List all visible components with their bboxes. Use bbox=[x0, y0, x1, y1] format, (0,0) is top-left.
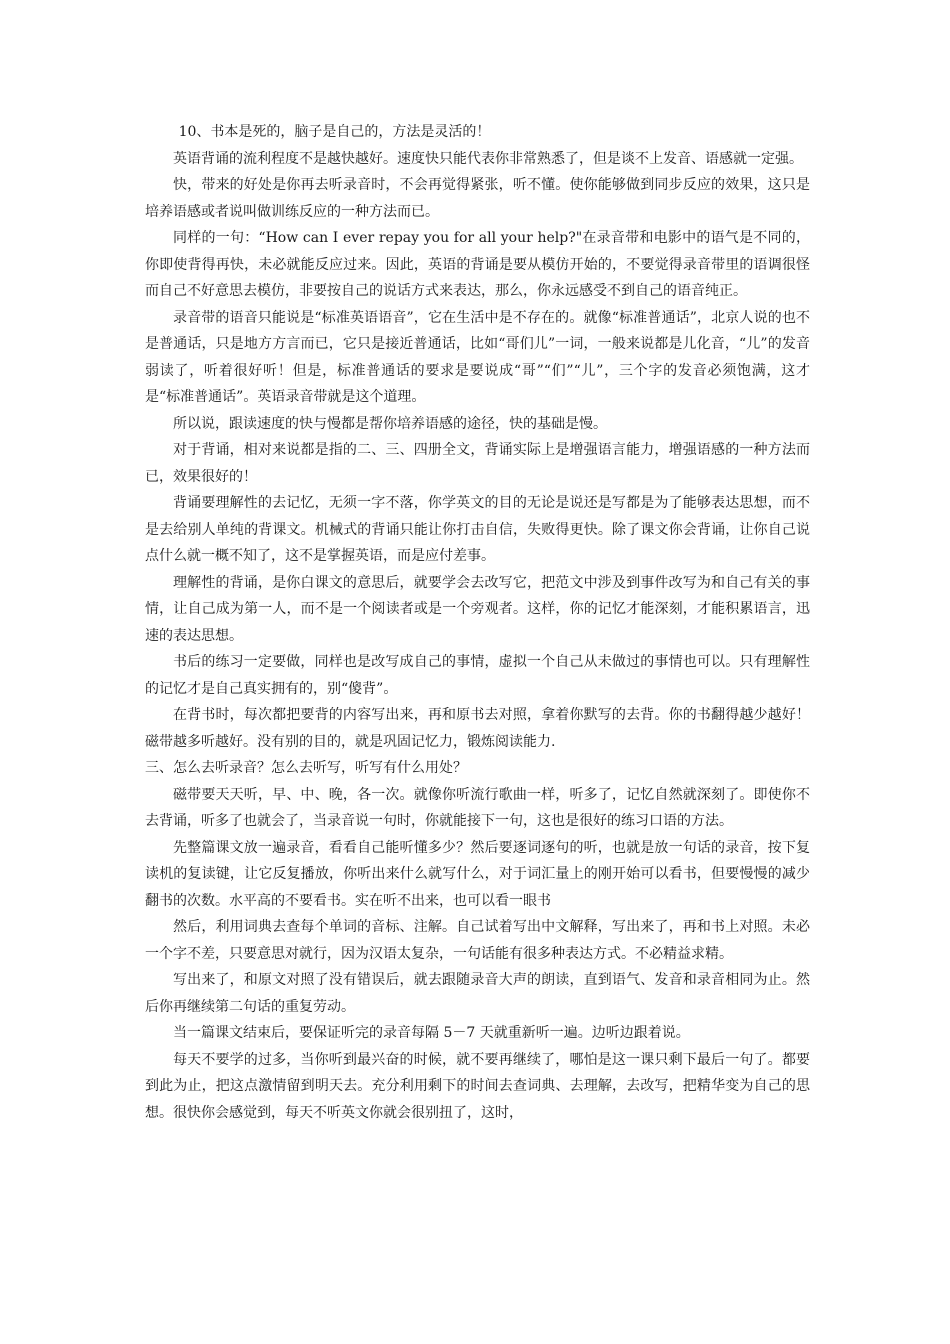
paragraph: 10、书本是死的，脑子是自己的，方法是灵活的！ bbox=[178, 124, 491, 140]
paragraph: 对于背诵，相对来说都是指的二、三、四册全文，背诵实际上是增强语言能力，增强语感的一种方法而已，效果很好的！ bbox=[145, 442, 810, 485]
paragraph: 录音带的语音只能说是“标准英语语音”，它在生活中是不存在的。就像“标准普通话”，北京人说的也不是普通话，只是地方方言而已，它只是接近普通话，比如“哥们儿”一词，一般来说都是儿化音，“儿”的发音弱读了，听着很好听！但是，标准普通话的要求是要说成“哥”“们”“儿”，三个字的发音必须饱满，这才是“标准普通话”。英语录音带就是这个道理。 bbox=[145, 309, 810, 405]
section-heading: 三、怎么去听录音？怎么去听写，听写有什么用处？ bbox=[145, 760, 467, 776]
paragraph: 英语背诵的流利程度不是越快越好。速度快只能代表你非常熟悉了，但是谈不上发音、语感就一定强。 bbox=[173, 150, 803, 167]
document-page bbox=[145, 119, 810, 1126]
paragraph: 理解性的背诵，是你白课文的意思后，就要学会去改写它，把范文中涉及到事件改写为和自己有关的事情，让自己成为第一人，而不是一个阅读者或是一个旁观者。这样，你的记忆才能深刻，才能积累语言，迅速的表达思想。 bbox=[145, 574, 810, 644]
paragraph: 同样的一句：“How can I ever repay you for all your help?"在录音带和电影中的语气是不同的，你即使背得再快，未必就能反应过来。因此，英语的背诵是要从模仿开始的，不要觉得录音带里的语调很怪而自己不好意思去模仿，非要按自己的说话方式来表达，那么，你永远感受不到自己的语音纯正。 bbox=[145, 230, 810, 299]
paragraph: 当一篇课文结束后，要保证听完的录音每隔 5－7 天就重新听一遍。边听边跟着说。 bbox=[173, 1025, 690, 1041]
paragraph: 每天不要学的过多，当你听到最兴奋的时候，就不要再继续了，哪怕是这一课只剩下最后一句了。都要到此为止，把这点激情留到明天去。充分利用剩下的时间去查词典、去理解，去改写，把精华变为自己的思想。很快你会感觉到，每天不听英文你就会很别扭了，这时， bbox=[145, 1051, 810, 1121]
paragraph: 先整篇课文放一遍录音，看看自己能听懂多少？然后要逐词逐句的听，也就是放一句话的录音，按下复读机的复读键，让它反复播放，你听出来什么就写什么，对于词汇量上的刚开始可以看书，但要慢慢的减少翻书的次数。水平高的不要看书。实在听不出来，也可以看一眼书 bbox=[145, 839, 810, 909]
paragraph: 背诵要理解性的去记忆，无须一字不落，你学英文的目的无论是说还是写都是为了能够表达思想，而不是去给别人单纯的背课文。机械式的背诵只能让你打击自信，失败得更快。除了课文你会背诵，让你自己说点什么就一概不知了，这不是掌握英语，而是应付差事。 bbox=[145, 495, 810, 564]
paragraph: 书后的练习一定要做，同样也是改写成自己的事情，虚拟一个自己从未做过的事情也可以。只有理解性的记忆才是自己真实拥有的，别“傻背”。 bbox=[145, 654, 810, 697]
paragraph: 所以说，跟读速度的快与慢都是帮你培养语感的途径，快的基础是慢。 bbox=[173, 415, 607, 432]
paragraph: 快，带来的好处是你再去听录音时，不会再觉得紧张，听不懂。使你能够做到同步反应的效果，这只是培养语感或者说叫做训练反应的一种方法而已。 bbox=[145, 177, 810, 220]
paragraph: 写出来了，和原文对照了没有错误后，就去跟随录音大声的朗读，直到语气、发音和录音相同为止。然后你再继续第二句话的重复劳动。 bbox=[145, 972, 810, 1015]
paragraph: 磁带要天天听，早、中、晚，各一次。就像你听流行歌曲一样，听多了，记忆自然就深刻了。即使你不去背诵，听多了也就会了，当录音说一句时，你就能接下一句，这也是很好的练习口语的方法。 bbox=[145, 786, 810, 829]
paragraph: 然后，利用词典去查每个单词的音标、注解。自己试着写出中文解释，写出来了，再和书上对照。未必一个字不差，只要意思对就行，因为汉语太复杂，一句话能有很多种表达方式。不必精益求精。 bbox=[145, 919, 810, 962]
paragraph: 在背书时，每次都把要背的内容写出来，再和原书去对照，拿着你默写的去背。你的书翻得越少越好！磁带越多听越好。没有别的目的，就是巩固记忆力，锻炼阅读能力. bbox=[145, 707, 810, 750]
